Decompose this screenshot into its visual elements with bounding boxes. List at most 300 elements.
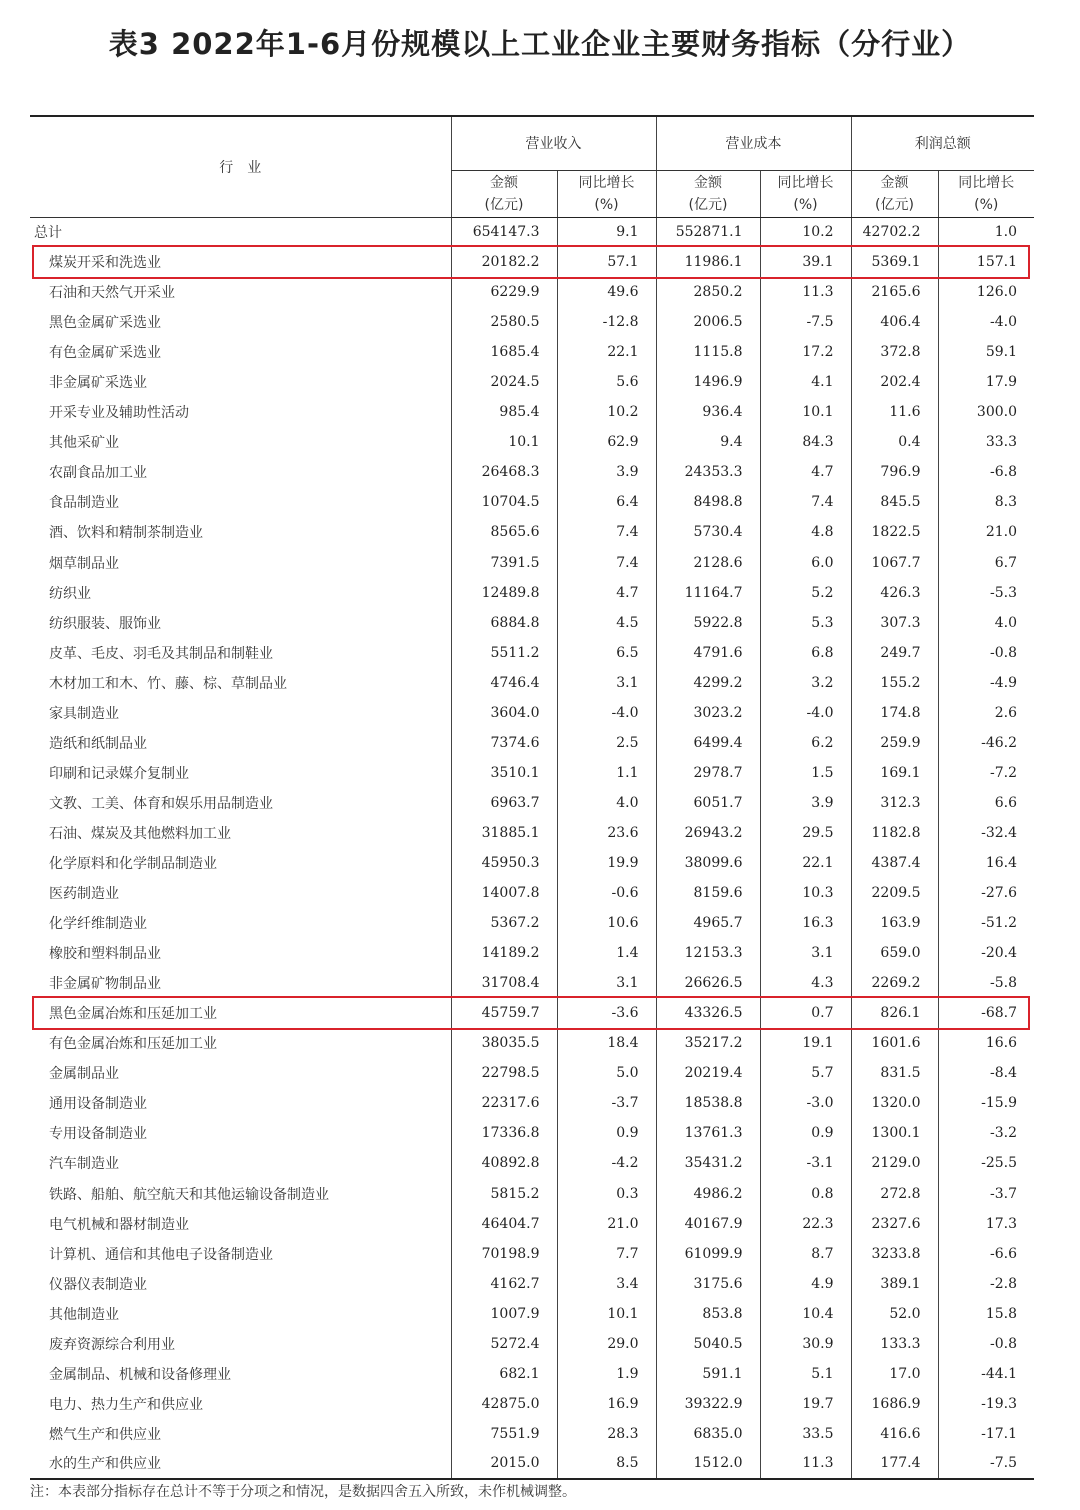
profit-amount: 826.1 (851, 998, 938, 1028)
profit-growth: -4.0 (938, 307, 1034, 337)
cost-amount: 35431.2 (656, 1148, 760, 1178)
revenue-amount: 5367.2 (451, 908, 557, 938)
profit-growth: -17.1 (938, 1419, 1034, 1449)
profit-amount: 133.3 (851, 1329, 938, 1359)
revenue-amount: 40892.8 (451, 1148, 557, 1178)
cost-growth-header: 同比增长 (%) (760, 170, 851, 217)
cost-amount: 6051.7 (656, 788, 760, 818)
revenue-growth: 1.9 (557, 1359, 656, 1389)
industry-name: 黑色金属冶炼和压延加工业 (49, 1006, 217, 1023)
profit-growth: 6.6 (938, 788, 1034, 818)
cost-growth: 5.7 (760, 1058, 851, 1088)
table-row (30, 698, 1034, 728)
revenue-growth: 6.4 (557, 487, 656, 517)
table-row (30, 397, 1034, 427)
revenue-amount: 5272.4 (451, 1329, 557, 1359)
cost-growth: 10.3 (760, 878, 851, 908)
revenue-growth: 4.7 (557, 578, 656, 608)
revenue-amount: 6884.8 (451, 608, 557, 638)
revenue-amount: 1007.9 (451, 1299, 557, 1329)
cost-amount: 13761.3 (656, 1118, 760, 1148)
revenue-amount: 3604.0 (451, 698, 557, 728)
revenue-growth: 49.6 (557, 277, 656, 307)
cost-amount: 2006.5 (656, 307, 760, 337)
profit-amount: 416.6 (851, 1419, 938, 1449)
cost-amount: 38099.6 (656, 848, 760, 878)
revenue-amount: 6963.7 (451, 788, 557, 818)
industry-name: 非金属矿采选业 (49, 375, 147, 392)
table-row (30, 998, 1034, 1028)
profit-amount: 1300.1 (851, 1118, 938, 1148)
revenue-growth: -0.6 (557, 878, 656, 908)
revenue-growth: 22.1 (557, 337, 656, 367)
cost-amount: 1496.9 (656, 367, 760, 397)
cost-growth: 30.9 (760, 1329, 851, 1359)
profit-amount: 2165.6 (851, 277, 938, 307)
cost-amount: 936.4 (656, 397, 760, 427)
profit-growth: -20.4 (938, 938, 1034, 968)
table-row (30, 487, 1034, 517)
revenue-growth: 10.6 (557, 908, 656, 938)
industry-name: 其他采矿业 (49, 435, 119, 452)
revenue-growth: 5.6 (557, 367, 656, 397)
cost-amount: 24353.3 (656, 457, 760, 487)
profit-growth: 300.0 (938, 397, 1034, 427)
revenue-amount: 8565.6 (451, 517, 557, 547)
industry-name: 造纸和纸制品业 (49, 735, 147, 752)
industry-name: 开采专业及辅助性活动 (49, 405, 189, 422)
revenue-amount: 31885.1 (451, 818, 557, 848)
cost-growth: 22.3 (760, 1209, 851, 1239)
profit-amount: 389.1 (851, 1269, 938, 1299)
revenue-growth: 3.1 (557, 668, 656, 698)
cost-amount: 39322.9 (656, 1389, 760, 1419)
revenue-amount: 654147.3 (451, 217, 557, 247)
cost-amount: 61099.9 (656, 1239, 760, 1269)
revenue-amount: 7551.9 (451, 1419, 557, 1449)
cost-growth: 4.1 (760, 367, 851, 397)
revenue-growth: 2.5 (557, 728, 656, 758)
cost-growth: 19.7 (760, 1389, 851, 1419)
table-row (30, 728, 1034, 758)
cost-growth: 19.1 (760, 1028, 851, 1058)
cost-amount: 11164.7 (656, 578, 760, 608)
profit-amount: 2129.0 (851, 1148, 938, 1178)
profit-growth: -2.8 (938, 1269, 1034, 1299)
profit-growth: -3.7 (938, 1179, 1034, 1209)
profit-growth: -8.4 (938, 1058, 1034, 1088)
cost-growth: 4.7 (760, 457, 851, 487)
table-row (30, 1239, 1034, 1269)
industry-name: 酒、饮料和精制茶制造业 (49, 525, 203, 542)
table-row (30, 878, 1034, 908)
table-row (30, 427, 1034, 457)
cost-amount: 5040.5 (656, 1329, 760, 1359)
revenue-amount: 20182.2 (451, 247, 557, 277)
table-row (30, 337, 1034, 367)
profit-amount: 249.7 (851, 638, 938, 668)
table-body (30, 217, 1034, 1479)
cost-growth: 4.3 (760, 968, 851, 998)
revenue-amount: 2015.0 (451, 1449, 557, 1479)
table-row (30, 548, 1034, 578)
industry-name: 橡胶和塑料制品业 (49, 946, 161, 963)
industry-name: 烟草制品业 (49, 555, 119, 572)
profit-growth: 8.3 (938, 487, 1034, 517)
profit-growth: -46.2 (938, 728, 1034, 758)
revenue-amount: 5815.2 (451, 1179, 557, 1209)
profit-amount: 1686.9 (851, 1389, 938, 1419)
cost-growth: 3.2 (760, 668, 851, 698)
revenue-amount: 42875.0 (451, 1389, 557, 1419)
profit-amount: 1182.8 (851, 818, 938, 848)
table-row (30, 1449, 1034, 1479)
table-row (30, 1329, 1034, 1359)
revenue-growth: -3.7 (557, 1088, 656, 1118)
table-row (30, 1088, 1034, 1118)
revenue-amount: 985.4 (451, 397, 557, 427)
industry-name: 水的生产和供应业 (49, 1456, 161, 1473)
revenue-amount: 4162.7 (451, 1269, 557, 1299)
industry-name: 电气机械和器材制造业 (49, 1216, 189, 1233)
profit-amount: 426.3 (851, 578, 938, 608)
revenue-amount: 10.1 (451, 427, 557, 457)
industry-name: 皮革、毛皮、羽毛及其制品和制鞋业 (49, 645, 273, 662)
revenue-growth: 28.3 (557, 1419, 656, 1449)
revenue-growth: 0.9 (557, 1118, 656, 1148)
revenue-growth: 7.4 (557, 548, 656, 578)
table-row (30, 517, 1034, 547)
cost-growth: -7.5 (760, 307, 851, 337)
industry-name: 纺织业 (49, 585, 91, 602)
cost-amount: 3023.2 (656, 698, 760, 728)
revenue-growth: 6.5 (557, 638, 656, 668)
industry-name: 通用设备制造业 (49, 1096, 147, 1113)
table-title: 表3 2022年1-6月份规模以上工业企业主要财务指标（分行业） (108, 27, 972, 61)
industry-name: 专用设备制造业 (49, 1126, 147, 1143)
revenue-growth: -12.8 (557, 307, 656, 337)
industry-name: 木材加工和木、竹、藤、棕、草制品业 (49, 675, 287, 692)
cost-amount: 1512.0 (656, 1449, 760, 1479)
cost-growth: 6.2 (760, 728, 851, 758)
cost-growth: 84.3 (760, 427, 851, 457)
profit-amount: 2269.2 (851, 968, 938, 998)
cost-growth: 7.4 (760, 487, 851, 517)
profit-amount: 11.6 (851, 397, 938, 427)
revenue-growth: 62.9 (557, 427, 656, 457)
revenue-amount: 5511.2 (451, 638, 557, 668)
cost-amount: 5730.4 (656, 517, 760, 547)
profit-growth: -5.8 (938, 968, 1034, 998)
profit-amount: 174.8 (851, 698, 938, 728)
revenue-growth: 3.1 (557, 968, 656, 998)
cost-amount: 40167.9 (656, 1209, 760, 1239)
revenue-growth: 7.4 (557, 517, 656, 547)
revenue-growth-header: 同比增长 (%) (557, 170, 656, 217)
profit-growth: -6.8 (938, 457, 1034, 487)
industry-header: 行 业 (30, 116, 451, 217)
profit-growth: -5.3 (938, 578, 1034, 608)
cost-growth: 3.1 (760, 938, 851, 968)
profit-growth: 17.3 (938, 1209, 1034, 1239)
cost-growth: 6.8 (760, 638, 851, 668)
profit-growth: -27.6 (938, 878, 1034, 908)
cost-growth: 39.1 (760, 247, 851, 277)
profit-growth: -0.8 (938, 638, 1034, 668)
profit-amount: 52.0 (851, 1299, 938, 1329)
profit-amount-header: 金额 (亿元) (851, 170, 938, 217)
profit-amount: 1822.5 (851, 517, 938, 547)
cost-growth: 33.5 (760, 1419, 851, 1449)
cost-amount: 2850.2 (656, 277, 760, 307)
revenue-amount: 14007.8 (451, 878, 557, 908)
cost-amount: 8159.6 (656, 878, 760, 908)
revenue-amount: 38035.5 (451, 1028, 557, 1058)
profit-growth: 2.6 (938, 698, 1034, 728)
cost-amount: 4965.7 (656, 908, 760, 938)
table-row (30, 457, 1034, 487)
revenue-amount: 7391.5 (451, 548, 557, 578)
profit-growth: -0.8 (938, 1329, 1034, 1359)
cost-growth: 4.9 (760, 1269, 851, 1299)
table-row (30, 1359, 1034, 1389)
profit-amount: 259.9 (851, 728, 938, 758)
industry-name: 总计 (34, 225, 62, 242)
profit-growth: 6.7 (938, 548, 1034, 578)
revenue-growth: 23.6 (557, 818, 656, 848)
profit-growth: 16.4 (938, 848, 1034, 878)
profit-amount: 2209.5 (851, 878, 938, 908)
cost-growth: 11.3 (760, 277, 851, 307)
profit-amount: 272.8 (851, 1179, 938, 1209)
revenue-growth: -3.6 (557, 998, 656, 1028)
profit-amount: 17.0 (851, 1359, 938, 1389)
revenue-amount: 22798.5 (451, 1058, 557, 1088)
table-row (30, 1179, 1034, 1209)
industry-name: 非金属矿物制品业 (49, 976, 161, 993)
revenue-amount: 1685.4 (451, 337, 557, 367)
profit-amount: 155.2 (851, 668, 938, 698)
revenue-amount: 6229.9 (451, 277, 557, 307)
cost-amount: 20219.4 (656, 1058, 760, 1088)
industry-name: 煤炭开采和洗选业 (49, 255, 161, 272)
profit-amount: 312.3 (851, 788, 938, 818)
revenue-amount: 14189.2 (451, 938, 557, 968)
profit-amount: 3233.8 (851, 1239, 938, 1269)
revenue-growth: 7.7 (557, 1239, 656, 1269)
industry-name: 石油和天然气开采业 (49, 285, 175, 302)
table-row (30, 818, 1034, 848)
cost-amount: 43326.5 (656, 998, 760, 1028)
table-row (30, 1419, 1034, 1449)
table-row (30, 608, 1034, 638)
profit-growth: -3.2 (938, 1118, 1034, 1148)
profit-amount: 845.5 (851, 487, 938, 517)
table-row (30, 848, 1034, 878)
cost-amount-header: 金额 (亿元) (656, 170, 760, 217)
industry-name: 金属制品、机械和设备修理业 (49, 1366, 231, 1383)
revenue-growth: 4.0 (557, 788, 656, 818)
profit-amount: 42702.2 (851, 217, 938, 247)
profit-amount: 372.8 (851, 337, 938, 367)
table-row (30, 1028, 1034, 1058)
cost-growth: -3.0 (760, 1088, 851, 1118)
cost-growth: 5.1 (760, 1359, 851, 1389)
table-row (30, 307, 1034, 337)
profit-amount: 177.4 (851, 1449, 938, 1479)
industry-name: 有色金属冶炼和压延加工业 (49, 1036, 217, 1053)
cost-growth: 10.2 (760, 217, 851, 247)
revenue-growth: 1.1 (557, 758, 656, 788)
profit-growth: -19.3 (938, 1389, 1034, 1419)
industry-name: 汽车制造业 (49, 1156, 119, 1173)
profit-amount: 1601.6 (851, 1028, 938, 1058)
industry-name: 燃气生产和供应业 (49, 1426, 161, 1443)
profit-amount: 0.4 (851, 427, 938, 457)
revenue-growth: 10.1 (557, 1299, 656, 1329)
revenue-amount: 3510.1 (451, 758, 557, 788)
cost-amount: 853.8 (656, 1299, 760, 1329)
cost-amount: 591.1 (656, 1359, 760, 1389)
revenue-amount: 31708.4 (451, 968, 557, 998)
profit-amount: 307.3 (851, 608, 938, 638)
table-row (30, 1118, 1034, 1148)
table-row (30, 247, 1034, 277)
cost-growth: 10.1 (760, 397, 851, 427)
cost-growth: 17.2 (760, 337, 851, 367)
industry-name: 化学纤维制造业 (49, 916, 147, 933)
revenue-amount: 2024.5 (451, 367, 557, 397)
revenue-growth: -4.0 (557, 698, 656, 728)
revenue-amount: 45950.3 (451, 848, 557, 878)
industry-name: 有色金属矿采选业 (49, 345, 161, 362)
industry-name: 金属制品业 (49, 1066, 119, 1083)
profit-amount: 2327.6 (851, 1209, 938, 1239)
industry-name: 石油、煤炭及其他燃料加工业 (49, 825, 231, 842)
revenue-amount-header: 金额 (亿元) (451, 170, 557, 217)
cost-growth: 6.0 (760, 548, 851, 578)
profit-amount: 169.1 (851, 758, 938, 788)
cost-amount: 2978.7 (656, 758, 760, 788)
cost-growth: 0.7 (760, 998, 851, 1028)
table-row (30, 788, 1034, 818)
revenue-growth: 0.3 (557, 1179, 656, 1209)
footnote: 注：本表部分指标存在总计不等于分项之和情况，是数据四舍五入所致，未作机械调整。 (30, 1484, 576, 1500)
cost-amount: 2128.6 (656, 548, 760, 578)
cost-growth: -3.1 (760, 1148, 851, 1178)
revenue-growth: 4.5 (557, 608, 656, 638)
revenue-growth: 8.5 (557, 1449, 656, 1479)
profit-amount: 796.9 (851, 457, 938, 487)
industry-name: 化学原料和化学制品制造业 (49, 856, 217, 872)
revenue-growth: 16.9 (557, 1389, 656, 1419)
industry-name: 铁路、船舶、航空航天和其他运输设备制造业 (49, 1186, 329, 1203)
cost-amount: 4986.2 (656, 1179, 760, 1209)
profit-growth: -25.5 (938, 1148, 1034, 1178)
revenue-amount: 26468.3 (451, 457, 557, 487)
revenue-growth: 57.1 (557, 247, 656, 277)
revenue-growth: 3.4 (557, 1269, 656, 1299)
revenue-amount: 10704.5 (451, 487, 557, 517)
cost-growth: 29.5 (760, 818, 851, 848)
profit-growth: 15.8 (938, 1299, 1034, 1329)
profit-growth: -32.4 (938, 818, 1034, 848)
profit-growth: 126.0 (938, 277, 1034, 307)
cost-amount: 6499.4 (656, 728, 760, 758)
cost-amount: 6835.0 (656, 1419, 760, 1449)
cost-header: 营业成本 (656, 116, 851, 170)
table-row (30, 758, 1034, 788)
profit-growth: 1.0 (938, 217, 1034, 247)
cost-amount: 5922.8 (656, 608, 760, 638)
table-row (30, 968, 1034, 998)
cost-growth: 5.2 (760, 578, 851, 608)
table-row (30, 1058, 1034, 1088)
cost-growth: 1.5 (760, 758, 851, 788)
cost-growth: 22.1 (760, 848, 851, 878)
cost-amount: 3175.6 (656, 1269, 760, 1299)
profit-amount: 163.9 (851, 908, 938, 938)
industry-name: 黑色金属矿采选业 (49, 315, 161, 332)
revenue-amount: 4746.4 (451, 668, 557, 698)
cost-amount: 12153.3 (656, 938, 760, 968)
profit-growth: 4.0 (938, 608, 1034, 638)
revenue-growth: 9.1 (557, 217, 656, 247)
revenue-growth: 29.0 (557, 1329, 656, 1359)
table-row (30, 938, 1034, 968)
industry-name: 家具制造业 (49, 705, 119, 722)
industry-name: 废弃资源综合利用业 (49, 1336, 175, 1353)
profit-growth: -7.2 (938, 758, 1034, 788)
cost-amount: 1115.8 (656, 337, 760, 367)
revenue-growth: 18.4 (557, 1028, 656, 1058)
cost-amount: 4299.2 (656, 668, 760, 698)
profit-amount: 1320.0 (851, 1088, 938, 1118)
profit-amount: 831.5 (851, 1058, 938, 1088)
profit-growth-header: 同比增长 (%) (938, 170, 1034, 217)
table-row (30, 638, 1034, 668)
table-row (30, 1148, 1034, 1178)
revenue-amount: 12489.8 (451, 578, 557, 608)
profit-amount: 1067.7 (851, 548, 938, 578)
revenue-amount: 22317.6 (451, 1088, 557, 1118)
profit-header: 利润总额 (851, 116, 1034, 170)
profit-amount: 4387.4 (851, 848, 938, 878)
table-row (30, 1209, 1034, 1239)
revenue-growth: 3.9 (557, 457, 656, 487)
cost-amount: 9.4 (656, 427, 760, 457)
financial-indicators-table (30, 115, 1034, 1480)
total-row (30, 217, 1034, 247)
revenue-growth: 1.4 (557, 938, 656, 968)
cost-growth: 16.3 (760, 908, 851, 938)
cost-growth: 0.9 (760, 1118, 851, 1148)
cost-growth: 8.7 (760, 1239, 851, 1269)
table-row (30, 1269, 1034, 1299)
revenue-amount: 7374.6 (451, 728, 557, 758)
industry-name: 印刷和记录媒介复制业 (49, 765, 189, 782)
industry-name: 仪器仪表制造业 (49, 1276, 147, 1293)
cost-growth: 3.9 (760, 788, 851, 818)
revenue-amount: 17336.8 (451, 1118, 557, 1148)
industry-name: 文教、工美、体育和娱乐用品制造业 (49, 795, 273, 812)
industry-name: 电力、热力生产和供应业 (49, 1396, 203, 1413)
revenue-amount: 682.1 (451, 1359, 557, 1389)
revenue-amount: 2580.5 (451, 307, 557, 337)
cost-amount: 35217.2 (656, 1028, 760, 1058)
cost-growth: 11.3 (760, 1449, 851, 1479)
industry-name: 其他制造业 (49, 1306, 119, 1323)
